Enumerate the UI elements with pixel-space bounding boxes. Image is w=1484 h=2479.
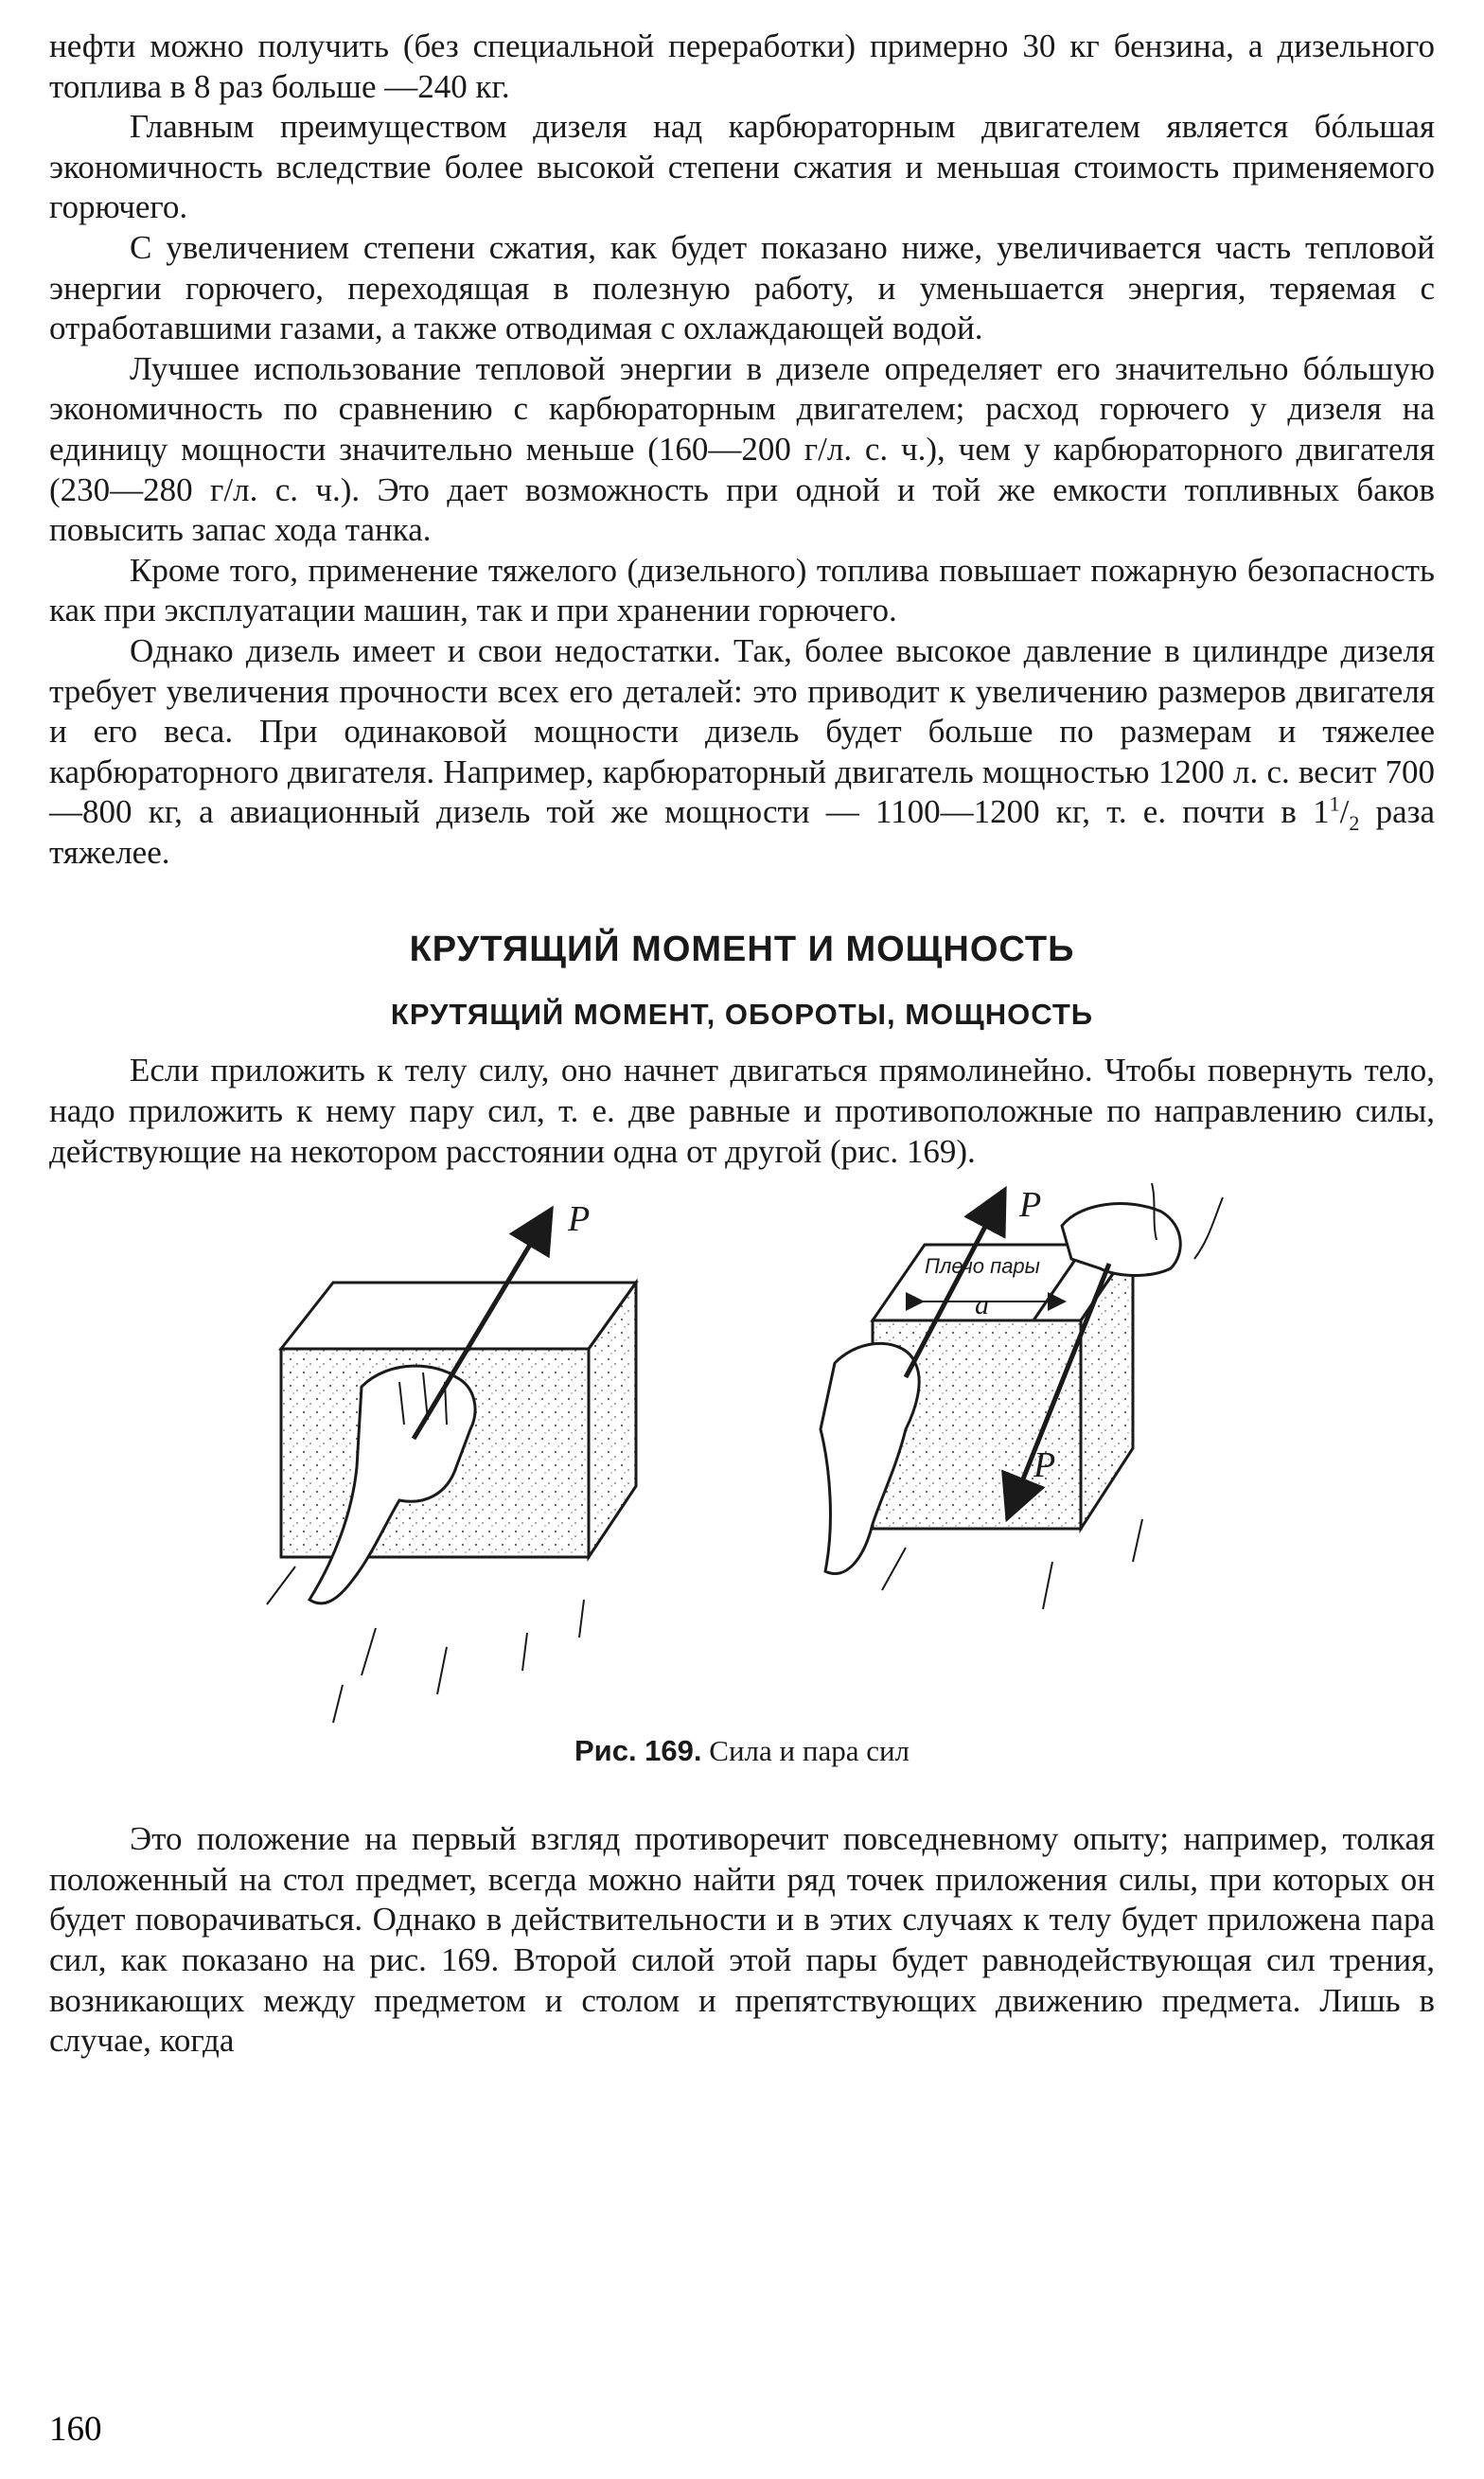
- paragraph-diesel-drawbacks: [49, 631, 1435, 874]
- paragraph-compression: С увеличением степени сжатия, как будет показано ниже, увеличивается часть тепловой энергии горючего, переходящая в полезную работу, и уменьшается энергия, теряемая с отработавшими газами, а также отводимая с охлаждающей водой.: [49, 228, 1435, 347]
- lever-arm-label: Плечо пары: [925, 1254, 1040, 1279]
- paragraph-everyday-experience: Это положение на первый взгляд противоречит повседневному опыту; например, толкая положенный на стол предмет, всегда можно найти ряд точек приложения силы, при которых он будет поворачиваться. Однако в действительности и в этих случаях к телу будет приложена пара сил, как показано на рис. 169. Второй силой этой пары будет равнодействующая сил трения, возникающих между предметом и столом и препятствующих движению предмета. Лишь в случае, когда: [49, 1820, 1435, 2060]
- fraction-one-half: $^1/_2$: [1329, 791, 1360, 836]
- paragraph-continuation: нефти можно получить (без специальной переработки) примерно 30 кг бензина, а дизельного топлива в 8 раз больше —240 кг.: [49, 27, 1435, 105]
- fraction-numerator: 1: [1329, 791, 1340, 816]
- paragraph-diesel-advantage: Главным преимуществом дизеля над карбюраторным двигателем является бóльшая экономичность вследствие более высокой степени сжатия и меньшая стоимость применяемого горючего.: [49, 108, 1435, 226]
- right-hand-top: [1062, 1183, 1223, 1276]
- drawbacks-text-1: Однако дизель имеет и свои недостатки. Так, более высокое давление в цилиндре дизеля требует увеличения прочности всех его деталей: это приводит к увеличению размеров двигателя и его веса. При одинаковой мощности дизель будет больше по размерам и тяжелее карбюраторного двигателя. Например, карбюраторный двигатель мощностью 1200 л. с. весит 700—800 кг, а авиационный дизель той же мощности — 1100—1200 кг, т. е. почти в 1: [49, 631, 1435, 831]
- figure-caption-label: Рис. 169.: [574, 1734, 702, 1768]
- fraction-denominator: 2: [1349, 811, 1360, 836]
- figure-169: [49, 1183, 1435, 1732]
- right-force-top-label: P: [1019, 1185, 1042, 1226]
- drawbacks-text-2: раза тяжелее.: [49, 793, 1435, 871]
- paragraph-fuel-economy: Лучшее использование тепловой энергии в дизеле определяет его значительно бóльшую экономичность по сравнению с карбюраторным двигателем; расход горючего у дизеля на единицу мощности значительно меньше (160—200 г/л. с. ч.), чем у карбюраторного двигателя (230—280 г/л. с. ч.). Это дает возможность при одной и той же емкости топливных баков повысить запас хода танка.: [49, 349, 1435, 549]
- right-force-bottom-label: P: [1034, 1445, 1056, 1486]
- figure-illustration: [49, 1183, 1435, 1732]
- figure-caption: [49, 1732, 1435, 1770]
- left-block: [267, 1283, 636, 1723]
- page-number: 160: [49, 2410, 102, 2449]
- paragraph-couple-of-forces: Если приложить к телу силу, оно начнет двигаться прямолинейно. Чтобы повернуть тело, надо приложить к нему пару сил, т. е. две равные и противоположные по направлению силы, действующие на некотором расстоянии одна от другой (рис. 169).: [49, 1052, 1435, 1170]
- figure-caption-text: Сила и пара сил: [701, 1734, 910, 1768]
- paragraph-fire-safety: Кроме того, применение тяжелого (дизельного) топлива повышает пожарную безопасность как при эксплуатации машин, так и при хранении горючего.: [49, 551, 1435, 629]
- subsection-heading: КРУТЯЩИЙ МОМЕНТ, ОБОРОТЫ, МОЩНОСТЬ: [390, 998, 1094, 1032]
- left-force-label: P: [568, 1199, 591, 1240]
- lever-arm-symbol: a: [975, 1289, 989, 1321]
- right-block: [873, 1245, 1142, 1609]
- left-block-top: [281, 1283, 636, 1349]
- section-heading: КРУТЯЩИЙ МОМЕНТ И МОЩНОСТЬ: [409, 930, 1075, 970]
